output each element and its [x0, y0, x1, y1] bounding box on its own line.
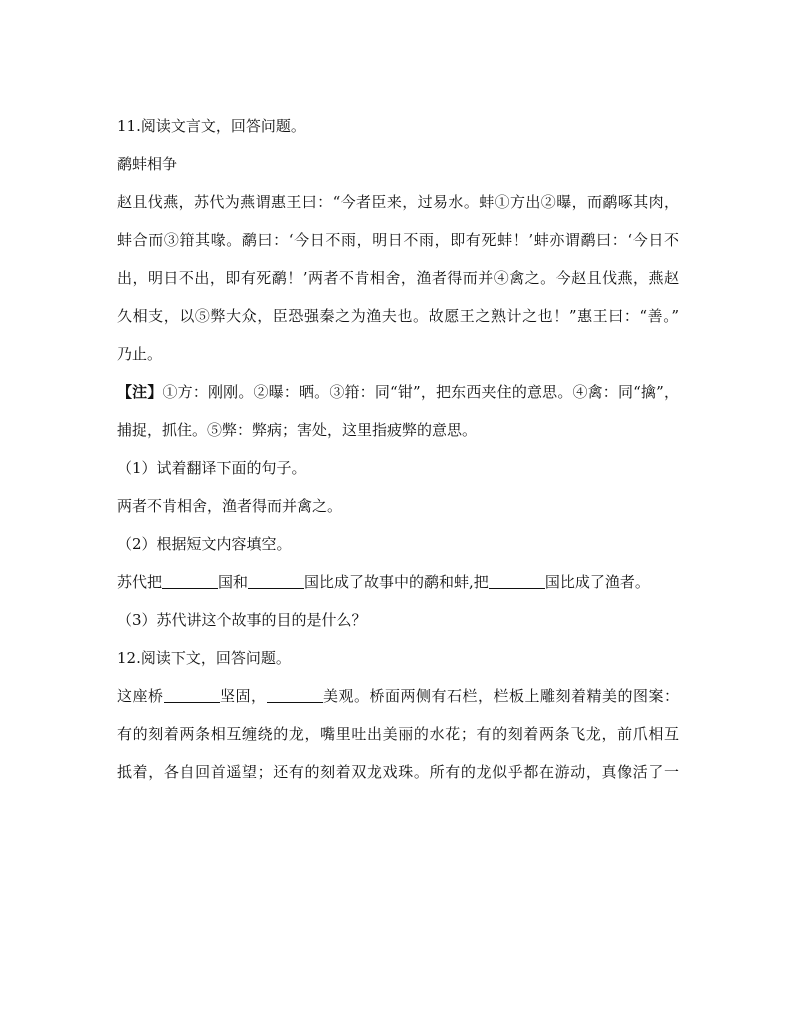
note-text: ①方：刚刚。②曝：晒。③箝：同“钳”，把东西夹住的意思。④禽：同“擒”，	[162, 383, 679, 401]
fill-text: 美观。桥面两侧有石栏，栏板上雕刻着精美的图案：	[322, 687, 679, 705]
passage-line: 赵且伐燕，苏代为燕谓惠王曰：“今者臣来，过易水。蚌①方出②曝，而鹬啄其肉，	[117, 193, 679, 211]
subquestion-2-fill	[117, 567, 679, 597]
fill-text: 国比成了渔者。	[544, 573, 650, 591]
subquestion-3-label: （3）苏代讲这个故事的目的是什么？	[117, 611, 367, 629]
note-line: 捕捉，抓住。⑤弊：弊病；害处，这里指疲弊的意思。	[117, 421, 478, 439]
question-11-heading: 11.阅读文言文，回答问题。	[117, 117, 306, 135]
bridge-passage	[117, 681, 679, 787]
answer-blank[interactable]	[267, 686, 323, 703]
passage-line: 有的刻着两条相互缠绕的龙，嘴里吐出美丽的水花；有的刻着两条飞龙，前爪相互	[117, 725, 679, 743]
fill-text: 国和	[218, 573, 249, 591]
subquestion-1-label: （1）试着翻译下面的句子。	[117, 459, 307, 477]
answer-blank[interactable]	[162, 572, 218, 589]
passage-line: 蚌合而③箝其喙。鹬曰：‘今日不雨，明日不雨，即有死蚌！’蚌亦谓鹬曰：‘今日不	[117, 231, 679, 249]
answer-blank[interactable]	[489, 572, 545, 589]
passage-line: 出，明日不出，即有死鹬！’两者不肯相舍，渔者得而并④禽之。今赵且伐燕，燕赵	[117, 269, 679, 287]
note-line	[117, 377, 679, 407]
fill-text: 这座桥	[117, 687, 164, 705]
fill-text: 国比成了故事中的鹬和蚌,把	[304, 573, 489, 591]
document-page	[117, 111, 679, 795]
subquestion-1-sentence: 两者不肯相舍，渔者得而并禽之。	[117, 497, 343, 515]
question-12-heading: 12.阅读下文，回答问题。	[117, 649, 291, 667]
fill-text: 苏代把	[117, 573, 163, 591]
subquestion-2-label: （2）根据短文内容填空。	[117, 535, 292, 553]
passage-line: 抵着，各自回首遥望；还有的刻着双龙戏珠。所有的龙似乎都在游动，真像活了一	[117, 763, 679, 781]
answer-blank[interactable]	[164, 686, 220, 703]
passage-title: 鹬蚌相争	[117, 155, 178, 173]
fill-text: 坚固，	[219, 687, 267, 705]
annotation-notes	[117, 377, 679, 445]
answer-blank[interactable]	[248, 572, 304, 589]
note-label: 【注】	[117, 383, 163, 401]
passage-fill-line	[117, 681, 679, 711]
passage-line: 乃止。	[117, 345, 163, 363]
passage-line: 久相支，以⑤弊大众，臣恐强秦之为渔夫也。故愿王之熟计之也！”惠王曰：“善。”	[117, 307, 679, 325]
classical-passage	[117, 187, 679, 369]
